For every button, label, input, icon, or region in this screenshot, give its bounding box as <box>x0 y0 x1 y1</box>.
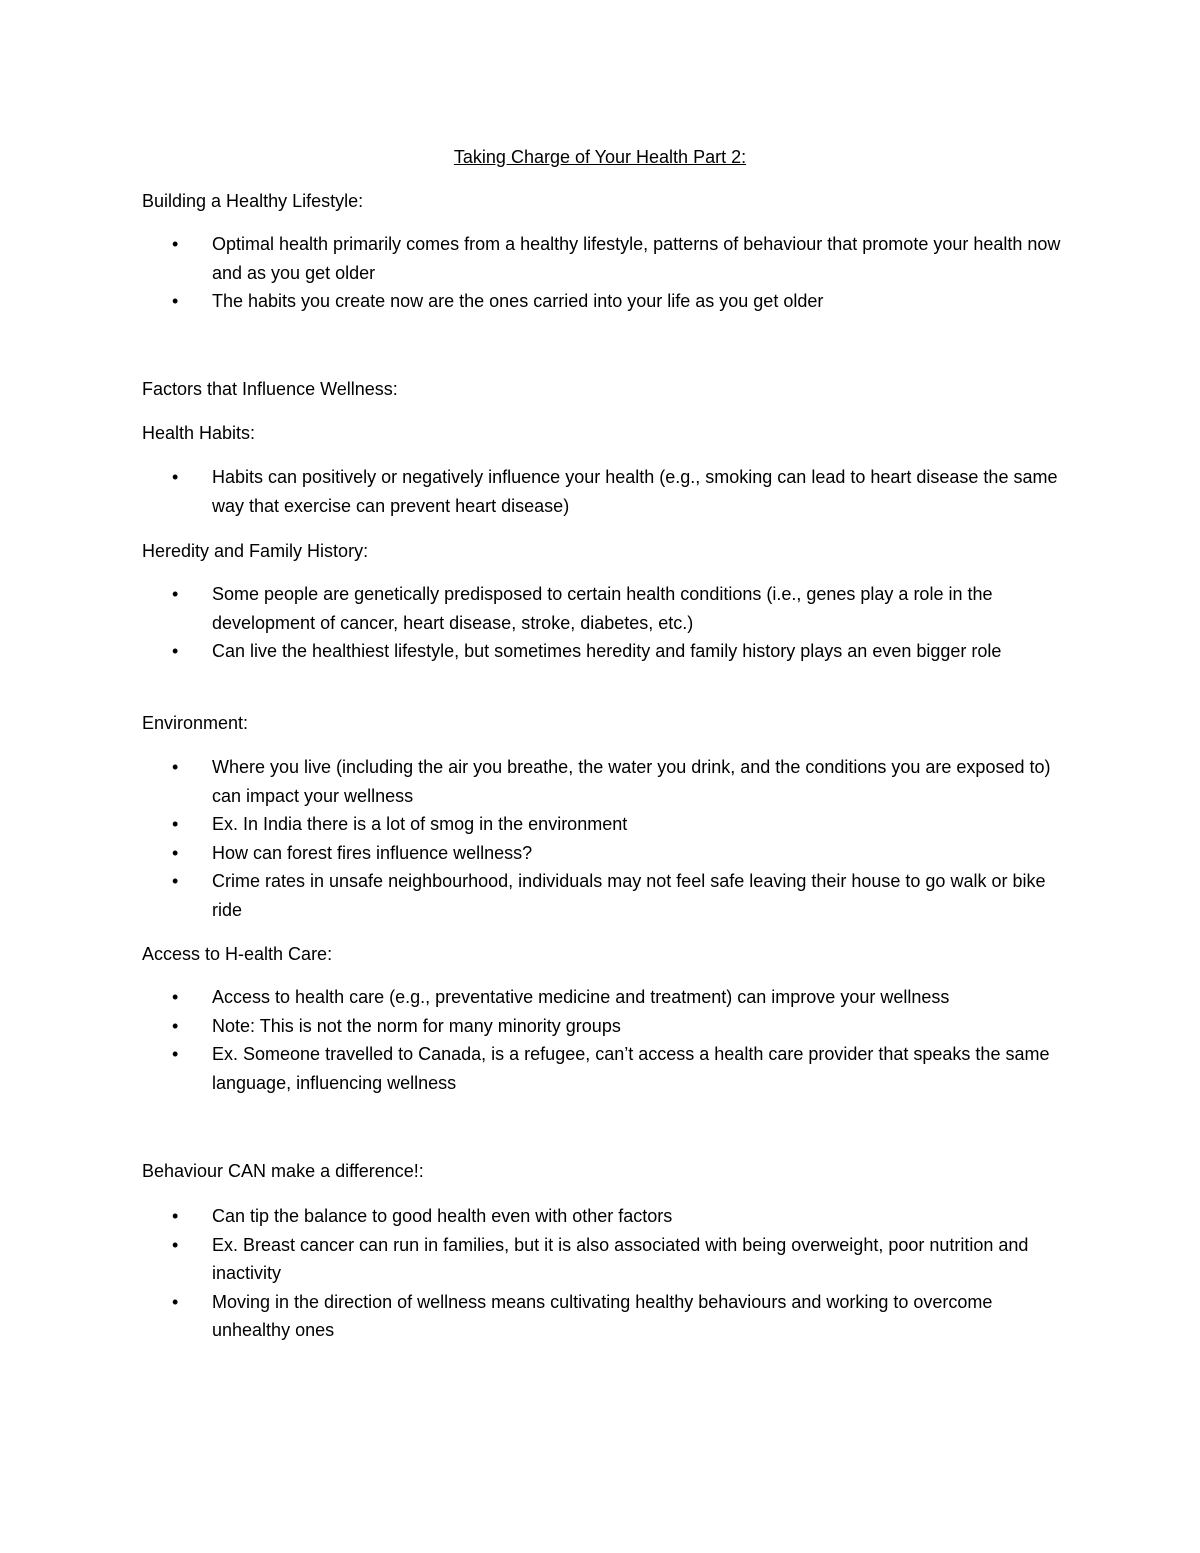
section-heading-health-habits: Health Habits: <box>142 423 256 443</box>
list-item: • Where you live (including the air you breathe, the water you drink, and the conditions you are exposed to) can impact your wellness <box>142 753 1072 810</box>
bullet-list-heredity-family-history <box>142 580 1072 666</box>
list-item: • Ex. Breast cancer can run in families, but it is also associated with being overweight, poor nutrition and inactivity <box>142 1231 1072 1288</box>
section-heading-heredity-family-history: Heredity and Family History: <box>142 541 369 561</box>
bullet-list-health-habits <box>142 463 1072 520</box>
list-item: • Note: This is not the norm for many minority groups <box>142 1012 1072 1041</box>
list-item: • The habits you create now are the ones carried into your life as you get older <box>142 287 1072 316</box>
section-heading-building-healthy-lifestyle: Building a Healthy Lifestyle: <box>142 191 364 211</box>
list-item: • Some people are genetically predisposed to certain health conditions (i.e., genes play a role in the development of cancer, heart disease, stroke, diabetes, etc.) <box>142 580 1072 637</box>
document-title: Taking Charge of Your Health Part 2: <box>453 147 747 167</box>
list-item: • Can live the healthiest lifestyle, but sometimes heredity and family history plays an even bigger role <box>142 637 1072 666</box>
bullet-list-environment <box>142 753 1072 924</box>
list-item: • Can tip the balance to good health even with other factors <box>142 1202 1072 1231</box>
list-item: • Habits can positively or negatively influence your health (e.g., smoking can lead to heart disease the same way that exercise can prevent heart disease) <box>142 463 1072 520</box>
list-item: • Crime rates in unsafe neighbourhood, individuals may not feel safe leaving their house to go walk or bike ride <box>142 867 1072 924</box>
bullet-list-building-healthy-lifestyle <box>142 230 1072 316</box>
section-heading-access-health-care: Access to H-ealth Care: <box>142 944 333 964</box>
section-heading-environment: Environment: <box>142 713 249 733</box>
bullet-list-access-health-care <box>142 983 1072 1097</box>
list-item: • Moving in the direction of wellness means cultivating healthy behaviours and working to overcome unhealthy ones <box>142 1288 1072 1345</box>
bullet-list-behaviour-can-make-difference <box>142 1202 1072 1345</box>
section-heading-behaviour-can-make-difference: Behaviour CAN make a difference!: <box>142 1161 424 1181</box>
section-heading-factors-influence-wellness: Factors that Influence Wellness: <box>142 379 398 399</box>
list-item: • Ex. In India there is a lot of smog in the environment <box>142 810 1072 839</box>
list-item: • How can forest fires influence wellness? <box>142 839 1072 868</box>
list-item: • Access to health care (e.g., preventative medicine and treatment) can improve your wellness <box>142 983 1072 1012</box>
list-item: • Optimal health primarily comes from a healthy lifestyle, patterns of behaviour that promote your health now and as you get older <box>142 230 1072 287</box>
list-item: • Ex. Someone travelled to Canada, is a refugee, can’t access a health care provider that speaks the same language, influencing wellness <box>142 1040 1072 1097</box>
